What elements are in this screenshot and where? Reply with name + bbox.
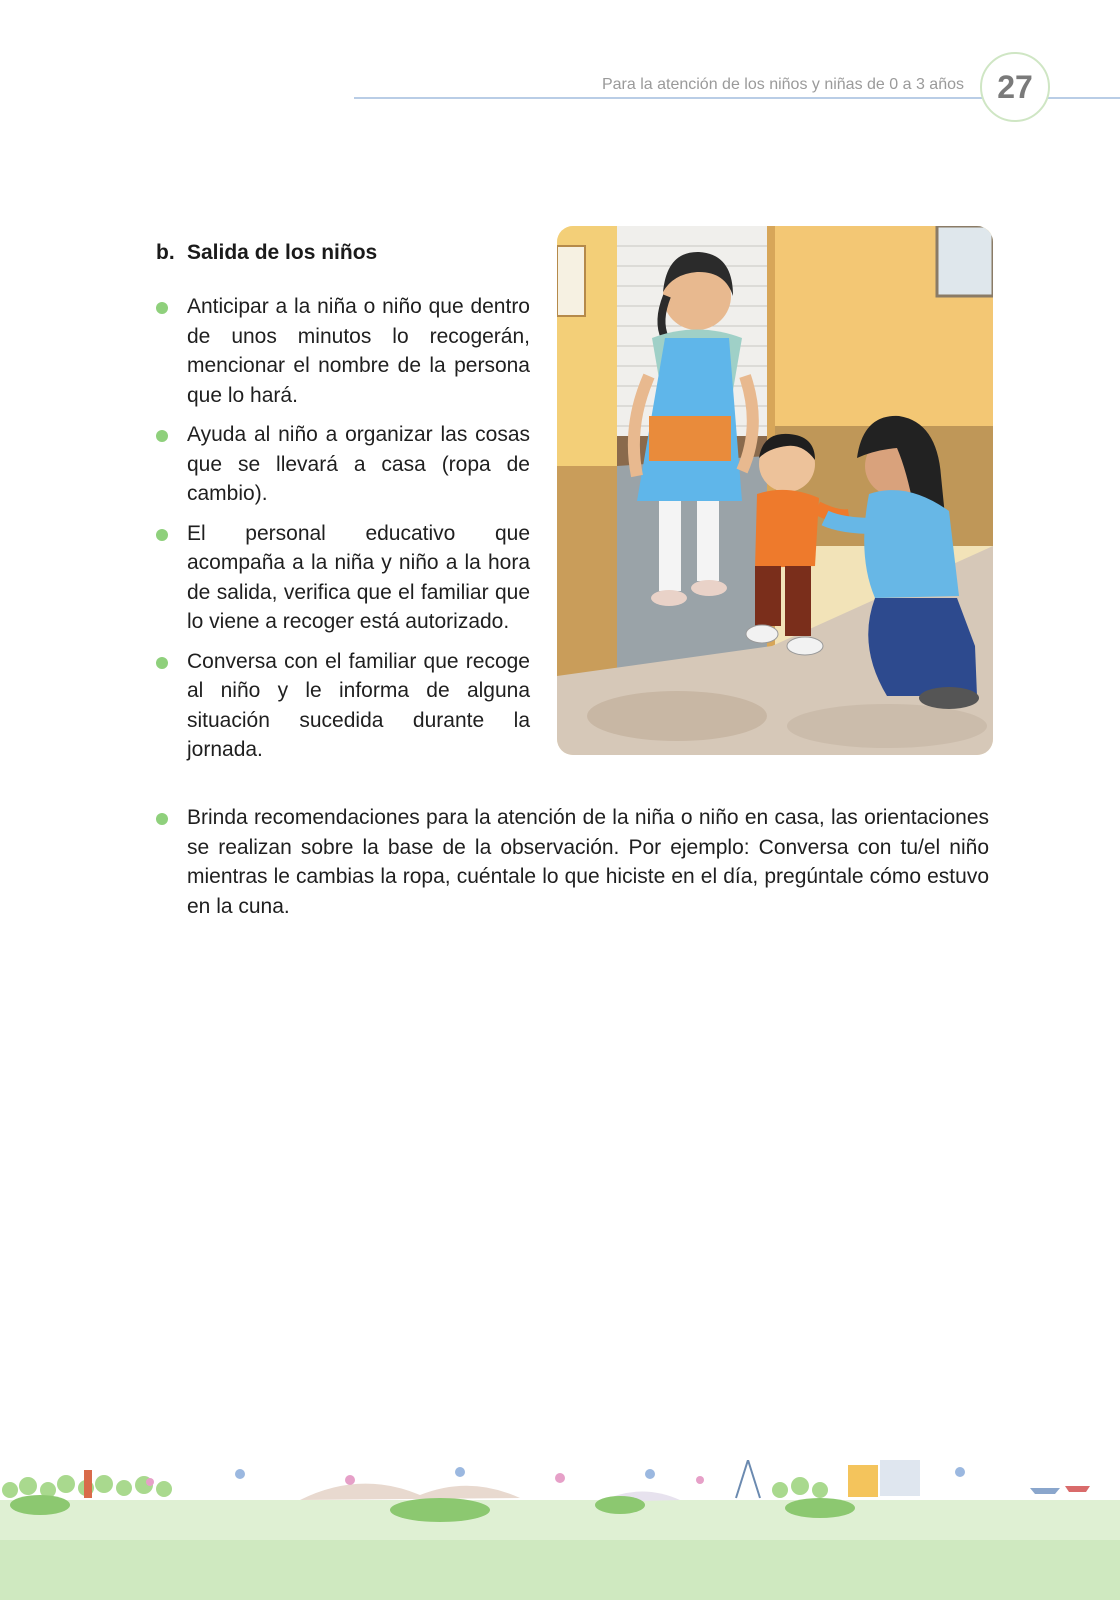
footer-landscape-svg <box>0 1460 1120 1600</box>
bullet-dot-icon <box>156 813 168 825</box>
illustration-pickup-scene <box>557 226 993 755</box>
list-item-text: Conversa con el familiar que recoge al niño y le informa de alguna situación sucedida durante la jornada. <box>187 649 530 761</box>
bullet-dot-icon <box>156 529 168 541</box>
bullet-list-bottom <box>156 803 989 921</box>
list-item <box>156 420 530 509</box>
bullet-dot-icon <box>156 657 168 669</box>
list-item-text: Ayuda al niño a organizar las cosas que se llevará a casa (ropa de cambio). <box>187 423 530 505</box>
list-item <box>156 647 530 765</box>
page-number: 27 <box>980 52 1050 122</box>
list-item-text: Anticipar a la niña o niño que dentro de unos minutos lo recogerán, mencionar el nombre de la persona que lo hará. <box>187 295 530 407</box>
list-item <box>156 519 530 637</box>
bullet-dot-icon <box>156 430 168 442</box>
list-item <box>156 292 530 410</box>
list-item-text: El personal educativo que acompaña a la niña y niño a la hora de salida, verifica que el familiar que lo viene a recoger está autorizado. <box>187 521 530 633</box>
list-item <box>156 803 989 921</box>
illustration-svg <box>557 226 993 755</box>
section-heading <box>156 241 377 265</box>
footer-decoration <box>0 1460 1120 1600</box>
section-title-text: Salida de los niños <box>187 241 378 264</box>
running-header: Para la atención de los niños y niñas de 0 a 3 años <box>601 76 964 93</box>
bullet-list-top <box>156 292 530 775</box>
section-letter: b. <box>156 241 175 264</box>
list-item-text: Brinda recomendaciones para la atención de la niña o niño en casa, las orientaciones se realizan sobre la base de la observación. Por ejemplo: Conversa con tu/el niño mientras le cambias la ropa, cuéntale lo que hiciste en el día, pregúntale cómo estuvo en la cuna. <box>187 806 989 918</box>
bullet-dot-icon <box>156 302 168 314</box>
